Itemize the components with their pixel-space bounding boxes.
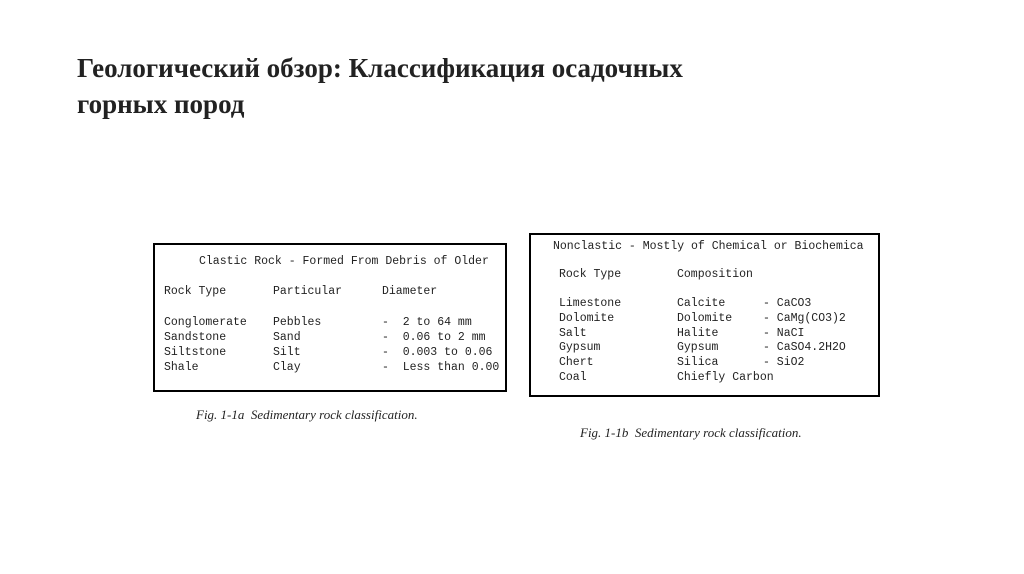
nonclastic-cell: Salt bbox=[559, 327, 587, 340]
clastic-cell: - 2 to 64 mm bbox=[382, 316, 472, 329]
clastic-rock-table bbox=[153, 243, 507, 392]
nonclastic-column-header-rock-type: Rock Type bbox=[559, 268, 622, 281]
nonclastic-cell: - SiO2 bbox=[763, 356, 805, 369]
clastic-table-heading: Clastic Rock - Formed From Debris of Older bbox=[199, 255, 489, 268]
slide-title-line-2: горных пород bbox=[77, 89, 245, 119]
clastic-cell: - Less than 0.00 bbox=[382, 361, 500, 374]
nonclastic-cell: Chert bbox=[559, 356, 594, 369]
clastic-cell: Silt bbox=[273, 346, 301, 359]
figure-b-caption bbox=[580, 425, 802, 441]
figure-a-caption-text: Sedimentary rock classification. bbox=[250, 407, 418, 422]
clastic-column-header-rock-type: Rock Type bbox=[164, 285, 227, 298]
clastic-cell: - 0.06 to 2 mm bbox=[382, 331, 486, 344]
clastic-column-header-diameter: Diameter bbox=[382, 285, 438, 298]
nonclastic-rock-table bbox=[529, 233, 880, 397]
slide-title bbox=[77, 50, 897, 122]
nonclastic-cell: Dolomite bbox=[677, 312, 733, 325]
nonclastic-cell: Coal bbox=[559, 371, 587, 384]
figure-a-caption bbox=[196, 407, 418, 423]
nonclastic-cell: Gypsum bbox=[677, 341, 719, 354]
clastic-cell: Clay bbox=[273, 361, 301, 374]
clastic-cell: Pebbles bbox=[273, 316, 322, 329]
figure-b-caption-label: Fig. 1-1b bbox=[580, 425, 629, 440]
nonclastic-table-heading: Nonclastic - Mostly of Chemical or Biochemica bbox=[553, 240, 864, 253]
clastic-cell: Sand bbox=[273, 331, 301, 344]
nonclastic-cell: - CaSO4.2H2O bbox=[763, 341, 846, 354]
nonclastic-cell: Calcite bbox=[677, 297, 726, 310]
clastic-cell: Conglomerate bbox=[164, 316, 247, 329]
clastic-cell: Shale bbox=[164, 361, 199, 374]
clastic-cell: Siltstone bbox=[164, 346, 227, 359]
nonclastic-cell: Gypsum bbox=[559, 341, 601, 354]
nonclastic-cell: - CaCO3 bbox=[763, 297, 812, 310]
clastic-cell: Sandstone bbox=[164, 331, 227, 344]
clastic-column-header-particular: Particular bbox=[273, 285, 343, 298]
slide-title-line-1: Геологический обзор: Классификация осадочных bbox=[77, 53, 683, 83]
nonclastic-column-header-composition: Composition bbox=[677, 268, 753, 281]
nonclastic-cell: Silica bbox=[677, 356, 719, 369]
nonclastic-cell: - NaCI bbox=[763, 327, 805, 340]
figure-a-caption-label: Fig. 1-1a bbox=[196, 407, 245, 422]
figure-b-caption-text: Sedimentary rock classification. bbox=[634, 425, 802, 440]
nonclastic-cell: Dolomite bbox=[559, 312, 615, 325]
nonclastic-cell: Chiefly Carbon bbox=[677, 371, 774, 384]
nonclastic-cell: Limestone bbox=[559, 297, 622, 310]
nonclastic-cell: - CaMg(CO3)2 bbox=[763, 312, 846, 325]
nonclastic-cell: Halite bbox=[677, 327, 719, 340]
clastic-cell: - 0.003 to 0.06 bbox=[382, 346, 493, 359]
